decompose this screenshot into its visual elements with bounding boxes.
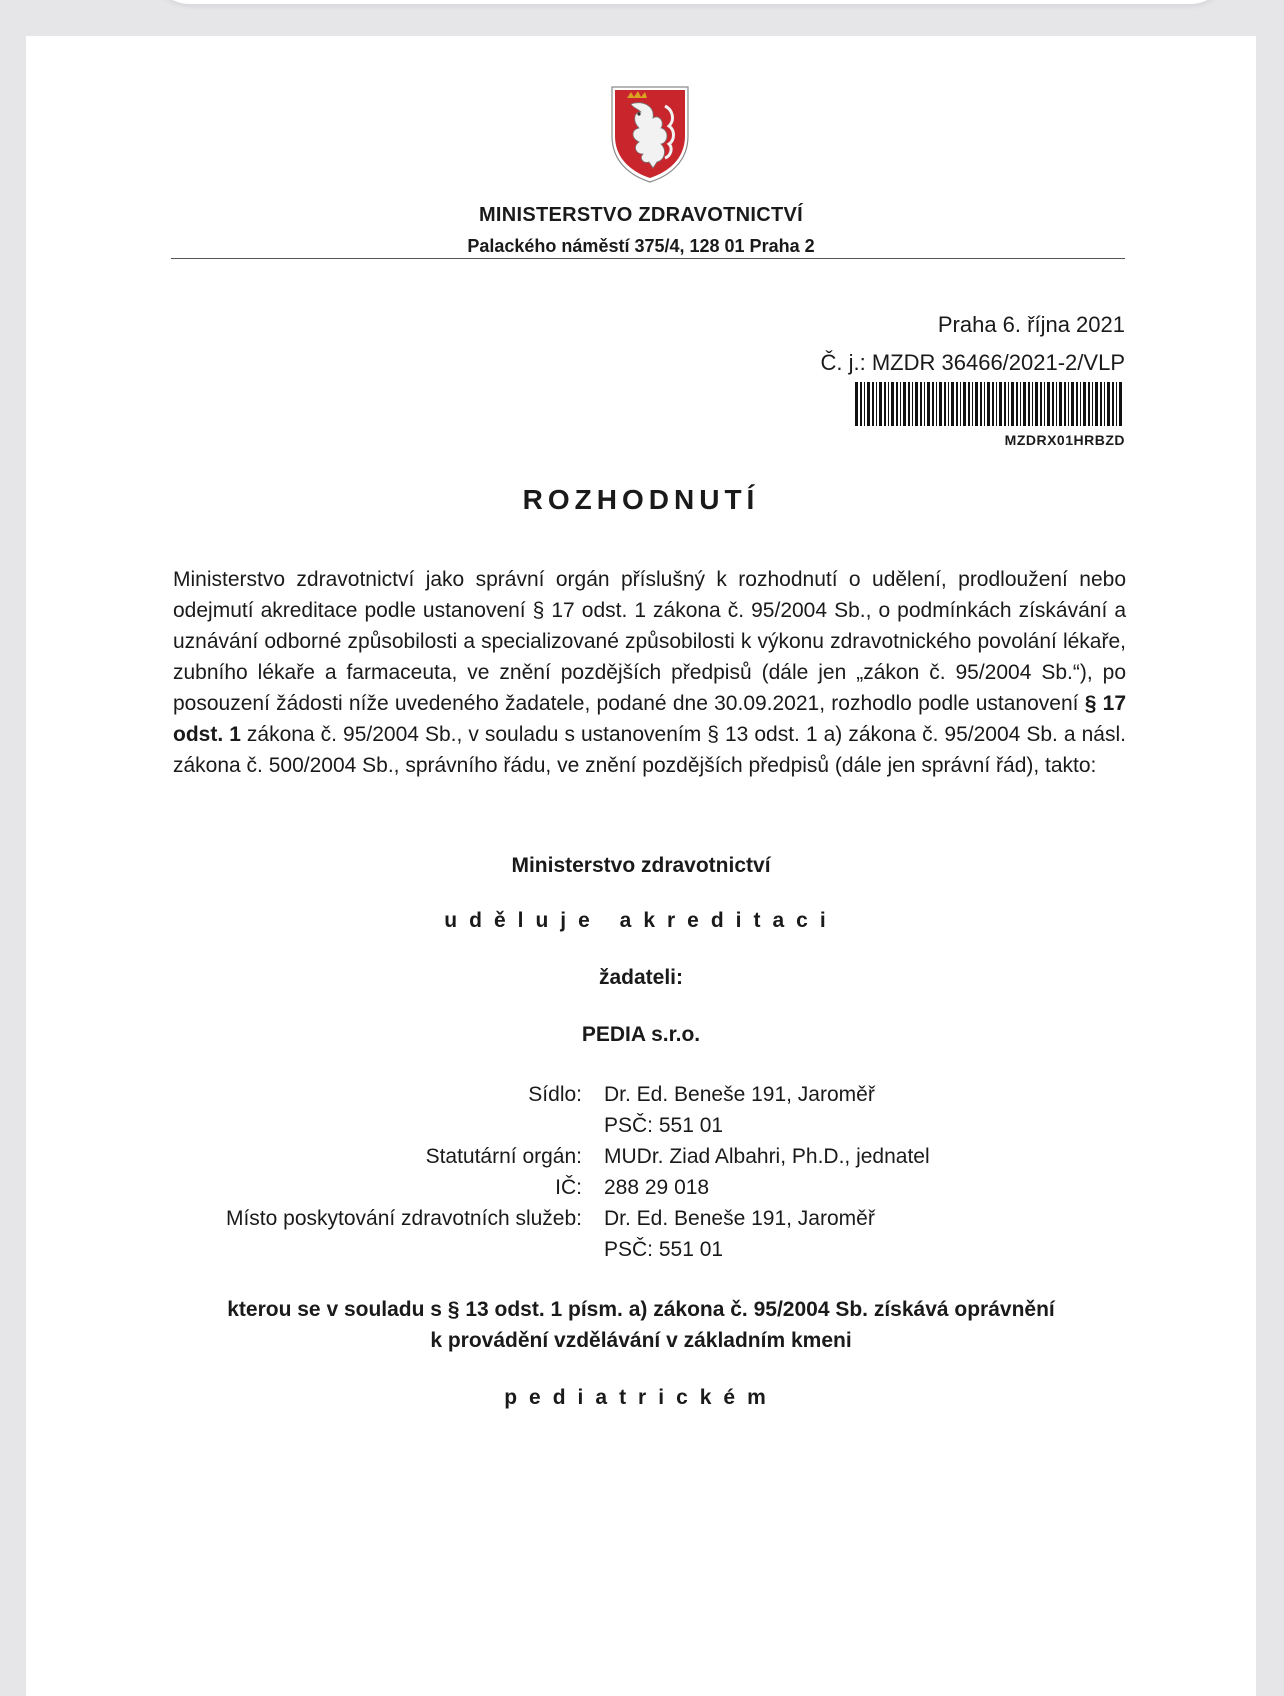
final-statement-line-1: kterou se v souladu s § 13 odst. 1 písm. a) zákona č. 95/2004 Sb. získává oprávnění [227,1298,1055,1321]
paragraph-bold-section: § 17 odst. 1 [173,692,1126,746]
detail-row-ic [166,1172,1064,1203]
detail-label: Místo poskytování zdravotních služeb: [225,1207,582,1230]
reference-number: Č. j.: MZDR 36466/2021-2/VLP [820,350,1125,375]
viewer-top-bar [150,0,1230,4]
paragraph-text-1: Ministerstvo zdravotnictví jako správní orgán příslušný k rozhodnutí o udělení, prodloužení nebo odejmutí akreditace podle ustanovení § 17 odst. 1 zákona č. 95/2004 Sb., o podmínkách získávání a uznávání odborné způsobilosti a specializované způsobilosti k výkonu zdravotnického povolání lékaře, zubního lékaře a farmaceuta, ve znění pozdějších předpisů (dále jen „zákon č. 95/2004 Sb.“), po posouzení žádosti níže uvedeného žadatele, podané dne 30.09.2021, rozhodlo podle ustanovení [173,568,1126,715]
detail-label: IČ: [555,1176,582,1199]
barcode-id: MZDRX01HRBZD [1004,432,1125,448]
decision-ministry: Ministerstvo zdravotnictví [511,854,771,877]
detail-value: PSČ: 551 01 [604,1238,724,1261]
detail-row-seat [166,1079,1064,1110]
document-date: Praha 6. října 2021 [937,312,1125,337]
detail-row-statutory [166,1141,1064,1172]
detail-label-empty [166,1234,604,1265]
detail-row-seat-psc [166,1110,1064,1141]
header-divider [171,258,1125,259]
specialization-name: pediatrickém [504,1386,778,1409]
detail-label-empty [166,1110,604,1141]
detail-label: Sídlo: [528,1083,582,1106]
document-page [26,36,1256,1696]
detail-value: MUDr. Ziad Albahri, Ph.D., jednatel [604,1145,930,1168]
decision-grants: uděluje akreditaci [444,909,838,932]
czech-coat-of-arms-emblem [609,84,691,184]
document-title: ROZHODNUTÍ [522,484,760,515]
detail-value: PSČ: 551 01 [604,1114,724,1137]
ministry-heading: MINISTERSTVO ZDRAVOTNICTVÍ [478,204,804,226]
applicant-details [166,1079,1064,1265]
detail-row-place-psc [166,1234,1064,1265]
detail-label: Statutární orgán: [425,1145,582,1168]
company-name: PEDIA s.r.o. [581,1023,701,1046]
final-statement-line-2: k provádění vzdělávání v základním kmeni [430,1329,852,1352]
detail-value: Dr. Ed. Beneše 191, Jaroměř [604,1083,875,1106]
paragraph-text-2: zákona č. 95/2004 Sb., v souladu s ustanovením § 13 odst. 1 a) zákona č. 95/2004 Sb. a násl. zákona č. 500/2004 Sb., správního řádu, ve znění pozdějších předpisů (dále jen správní řád), takto: [173,723,1126,777]
ministry-address: Palackého náměstí 375/4, 128 01 Praha 2 [467,236,815,256]
barcode-image [855,382,1125,426]
detail-row-place [166,1203,1064,1234]
applicant-label: žadateli: [598,966,684,989]
detail-value: Dr. Ed. Beneše 191, Jaroměř [604,1207,875,1230]
decision-paragraph [173,564,1126,781]
detail-value: 288 29 018 [604,1176,710,1199]
